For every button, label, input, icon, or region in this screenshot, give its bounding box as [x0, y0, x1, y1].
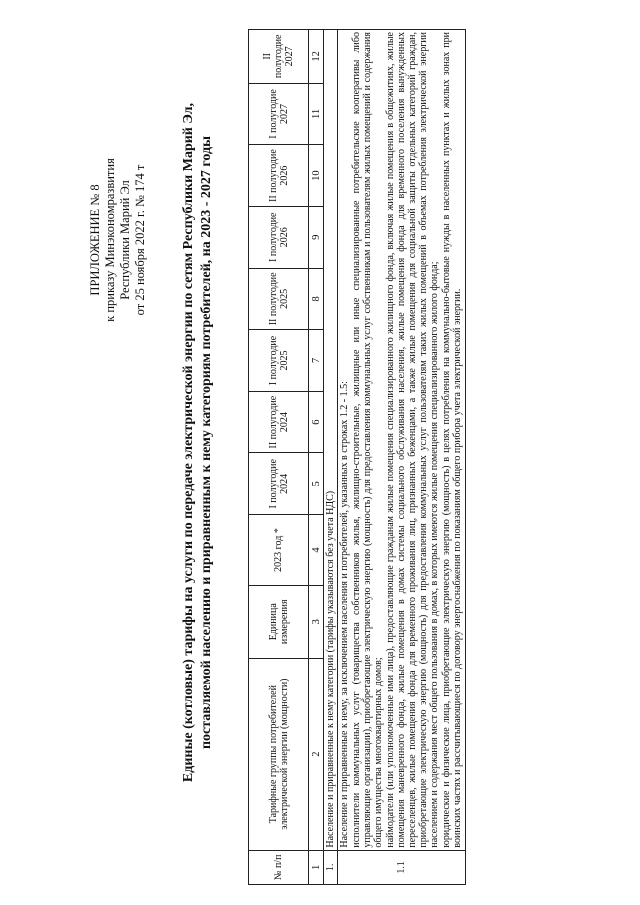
col-header-2024-h2: II полугодие 2024 — [249, 391, 309, 453]
column-number: 7 — [309, 330, 324, 392]
description-paragraph: Население и приравненные к нему, за исключением населения и потребителей, указанных в строках 1.2 - 1.5: — [339, 381, 350, 848]
column-number: 6 — [309, 391, 324, 453]
section-number: 1. — [324, 850, 338, 884]
column-number: 4 — [309, 515, 324, 586]
column-number: 9 — [309, 206, 324, 268]
col-header-2027-h1: I полугодие 2027 — [249, 83, 309, 145]
col-header-2025-h2: II полугодие 2025 — [249, 268, 309, 330]
appendix-date: от 25 ноября 2022 г. № 174 т — [133, 164, 147, 316]
col-header-2026-h2: II полугодие 2026 — [249, 145, 309, 207]
column-number: 5 — [309, 453, 324, 515]
column-number: 11 — [309, 83, 324, 145]
appendix-header — [88, 90, 148, 390]
column-number: 8 — [309, 268, 324, 330]
col-header-unit: Единица измерения — [249, 585, 309, 658]
appendix-region: Республики Марий Эл — [118, 180, 132, 300]
appendix-order-ref: к приказу Минэкономразвития — [103, 158, 117, 322]
subsection-row — [338, 30, 466, 885]
column-number: 12 — [309, 30, 324, 84]
description-paragraph: наймодатели (или уполномоченные ими лица), предоставляющие гражданам жилые помещения специализированного жилищного фонда, включая жилые помещения в общежитиях, жилые помещения маневренного фонда, жилые помещения в домах системы социального обслуживания населения, жилые помещения фонда для временного поселения вынужденных переселенцев, жилые помещения фонда для временного проживания лиц, признанных беженцами, а также жилые помещения для социальной защиты отдельных категорий граждан, приобретающие электрическую энергию (мощность) для предоставления коммунальных услуг пользователям таких жилых помещений в объемах потребления электрической энергии населением и содержания мест общего пользования в домах, в которых имеются жилые помещения специализированного жилого фонда; — [385, 32, 440, 848]
col-header-2027-h2: II полугодие 2027 — [249, 30, 309, 84]
col-header-group: Тарифные группы потребителей электрической энергии (мощности) — [249, 658, 309, 850]
col-header-number: № п/п — [249, 850, 309, 884]
col-header-2025-h1: I полугодие 2025 — [249, 330, 309, 392]
subsection-number: 1.1 — [338, 850, 466, 884]
appendix-number: ПРИЛОЖЕНИЕ № 8 — [88, 184, 102, 296]
column-number: 1 — [309, 850, 324, 884]
header-row — [249, 30, 309, 885]
title-line-1: Единые (котловые) тарифы на услуги по передаче электрической энергии по сетям Республики Марий Эл, — [181, 102, 196, 783]
tariff-table — [248, 29, 466, 885]
col-header-2026-h1: I полугодие 2026 — [249, 206, 309, 268]
document-title — [180, 40, 216, 845]
column-number: 3 — [309, 585, 324, 658]
section-row — [324, 30, 338, 885]
subsection-description — [338, 30, 466, 851]
column-number: 10 — [309, 145, 324, 207]
description-paragraph: исполнители коммунальных услуг (товарищества собственников жилья, жилищно-строительные, жилищные или иные специализированные потребительские кооперативы либо управляющие организации), приобретающие электрическую энергию (мощность) для предоставления коммунальных услуг собственникам и пользователям жилых помещений и содержания общего имущества многоквартирных домов; — [351, 32, 384, 848]
section-title: Население и приравненные к нему категории (тарифы указываются без учета НДС) — [324, 30, 338, 851]
column-number: 2 — [309, 658, 324, 850]
col-header-2024-h1: I полугодие 2024 — [249, 453, 309, 515]
col-header-2023: 2023 год * — [249, 515, 309, 586]
column-number-row — [309, 30, 324, 885]
description-paragraph: юридические и физические лица, приобретающие электрическую энергию (мощность) в целях потребления на коммунально-бытовые нужды в населенных пунктах и жилых зонах при воинских частях и рассчитывающиеся по договору энергоснабжения по показаниям общего прибора учета электрической энергии. — [441, 32, 463, 848]
title-line-2: поставляемой населению и приравненным к нему категориям потребителей, на 2023 - 2027 годы — [199, 135, 214, 750]
